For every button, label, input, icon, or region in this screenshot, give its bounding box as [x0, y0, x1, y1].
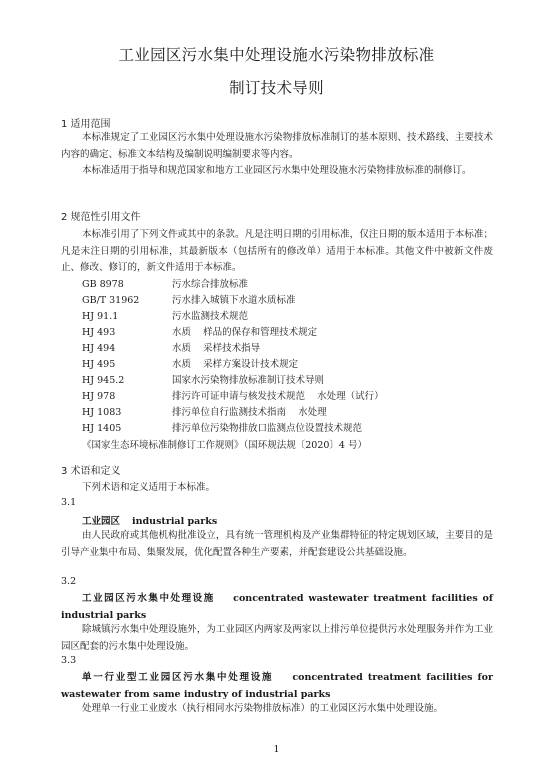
reference-name: 污水综合排放标准 [172, 279, 249, 290]
term-english: industrial parks [132, 516, 218, 527]
reference-name: 水质 样品的保存和管理技术规定 [172, 327, 318, 338]
term-heading [61, 590, 493, 624]
reference-extra: 《国家生态环境标准制修订工作规则》（国环规法规〔2020〕4 号） [82, 440, 367, 451]
reference-item [82, 309, 384, 325]
section3-intro: 下列术语和定义适用于本标准。 [82, 482, 216, 493]
term-heading [61, 669, 493, 703]
reference-item [82, 357, 384, 373]
reference-code: HJ 493 [82, 327, 116, 338]
reference-code: GB/T 31962 [82, 295, 140, 306]
term-english: concentrated wastewater treatment facilities of industrial parks [61, 593, 493, 621]
term-number: 3.2 [61, 576, 77, 587]
reference-item [82, 293, 384, 309]
term-chinese: 工业园区污水集中处理设施 [82, 593, 215, 604]
section2-heading: 2 规范性引用文件 [61, 212, 141, 223]
reference-code: HJ 945.2 [82, 375, 125, 386]
reference-item [82, 405, 384, 421]
reference-name: 水质 采样方案设计技术规定 [172, 359, 299, 370]
section2-paragraph: 本标准引用了下列文件或其中的条款。凡是注明日期的引用标准，仅注日期的版本适用于本标准；凡是未注日期的引用标准，其最新版本（包括所有的修改单）适用于本标准。其他文件中被新文件废止、修改、修订的，新文件适用于本标准。 [61, 229, 493, 274]
reference-code: HJ 91.1 [82, 311, 119, 322]
term-definition: 除城镇污水集中处理设施外，为工业园区内两家及两家以上排污单位提供污水处理服务并作为工业园区配套的污水集中处理设施。 [61, 624, 493, 652]
term-definition: 处理单一行业工业废水（执行相同水污染物排放标准）的工业园区污水集中处理设施。 [82, 703, 444, 714]
reference-list [82, 277, 384, 437]
reference-code: HJ 494 [82, 343, 116, 354]
reference-item [82, 341, 384, 357]
reference-item [82, 325, 384, 341]
reference-code: HJ 978 [82, 391, 116, 402]
reference-item [82, 277, 384, 293]
term-heading [82, 513, 217, 527]
page-number: 1 [273, 744, 280, 755]
reference-name: 国家水污染物排放标准制订技术导则 [172, 375, 325, 386]
reference-name: 排污许可证申请与核发技术规范 水处理（试行） [172, 391, 384, 402]
reference-name: 水质 采样技术指导 [172, 343, 261, 354]
reference-item [82, 421, 384, 437]
document-title-line1: 工业园区污水集中处理设施水污染物排放标准 [118, 46, 435, 64]
reference-name: 污水排入城镇下水道水质标准 [172, 295, 296, 306]
reference-name: 排污单位污染物排放口监测点位设置技术规范 [172, 423, 363, 434]
reference-code: HJ 495 [82, 359, 116, 370]
section1-heading: 1 适用范围 [61, 119, 111, 130]
term-number: 3.1 [61, 497, 77, 508]
section1-paragraph-1: 本标准规定了工业园区污水集中处理设施水污染物排放标准制订的基本原则、技术路线、主要技术内容的确定、标准文本结构及编制说明编制要求等内容。 [61, 132, 493, 160]
reference-name: 排污单位自行监测技术指南 水处理 [172, 407, 327, 418]
reference-name: 污水监测技术规范 [172, 311, 249, 322]
term-chinese: 单一行业型工业园区污水集中处理设施 [82, 672, 274, 683]
reference-item [82, 389, 384, 405]
section1-paragraph-2: 本标准适用于指导和规范国家和地方工业园区污水集中处理设施水污染物排放标准的制修订。 [82, 165, 472, 176]
reference-code: HJ 1405 [82, 423, 122, 434]
reference-code: HJ 1083 [82, 407, 122, 418]
term-definition: 由人民政府或其他机构批准设立，具有统一管理机构及产业集群特征的特定规划区域，主要目的是引导产业集中布局、集聚发展，优化配置各种生产要素，并配套建设公共基础设施。 [61, 530, 493, 558]
document-title-line2: 制订技术导则 [229, 79, 324, 97]
term-number: 3.3 [61, 655, 77, 666]
reference-code: GB 8978 [82, 279, 124, 290]
term-chinese: 工业园区 [82, 516, 121, 527]
reference-item [82, 373, 384, 389]
term-english: concentrated treatment facilities for wastewater from same industry of industrial parks [61, 672, 493, 700]
section3-heading: 3 术语和定义 [61, 466, 121, 477]
